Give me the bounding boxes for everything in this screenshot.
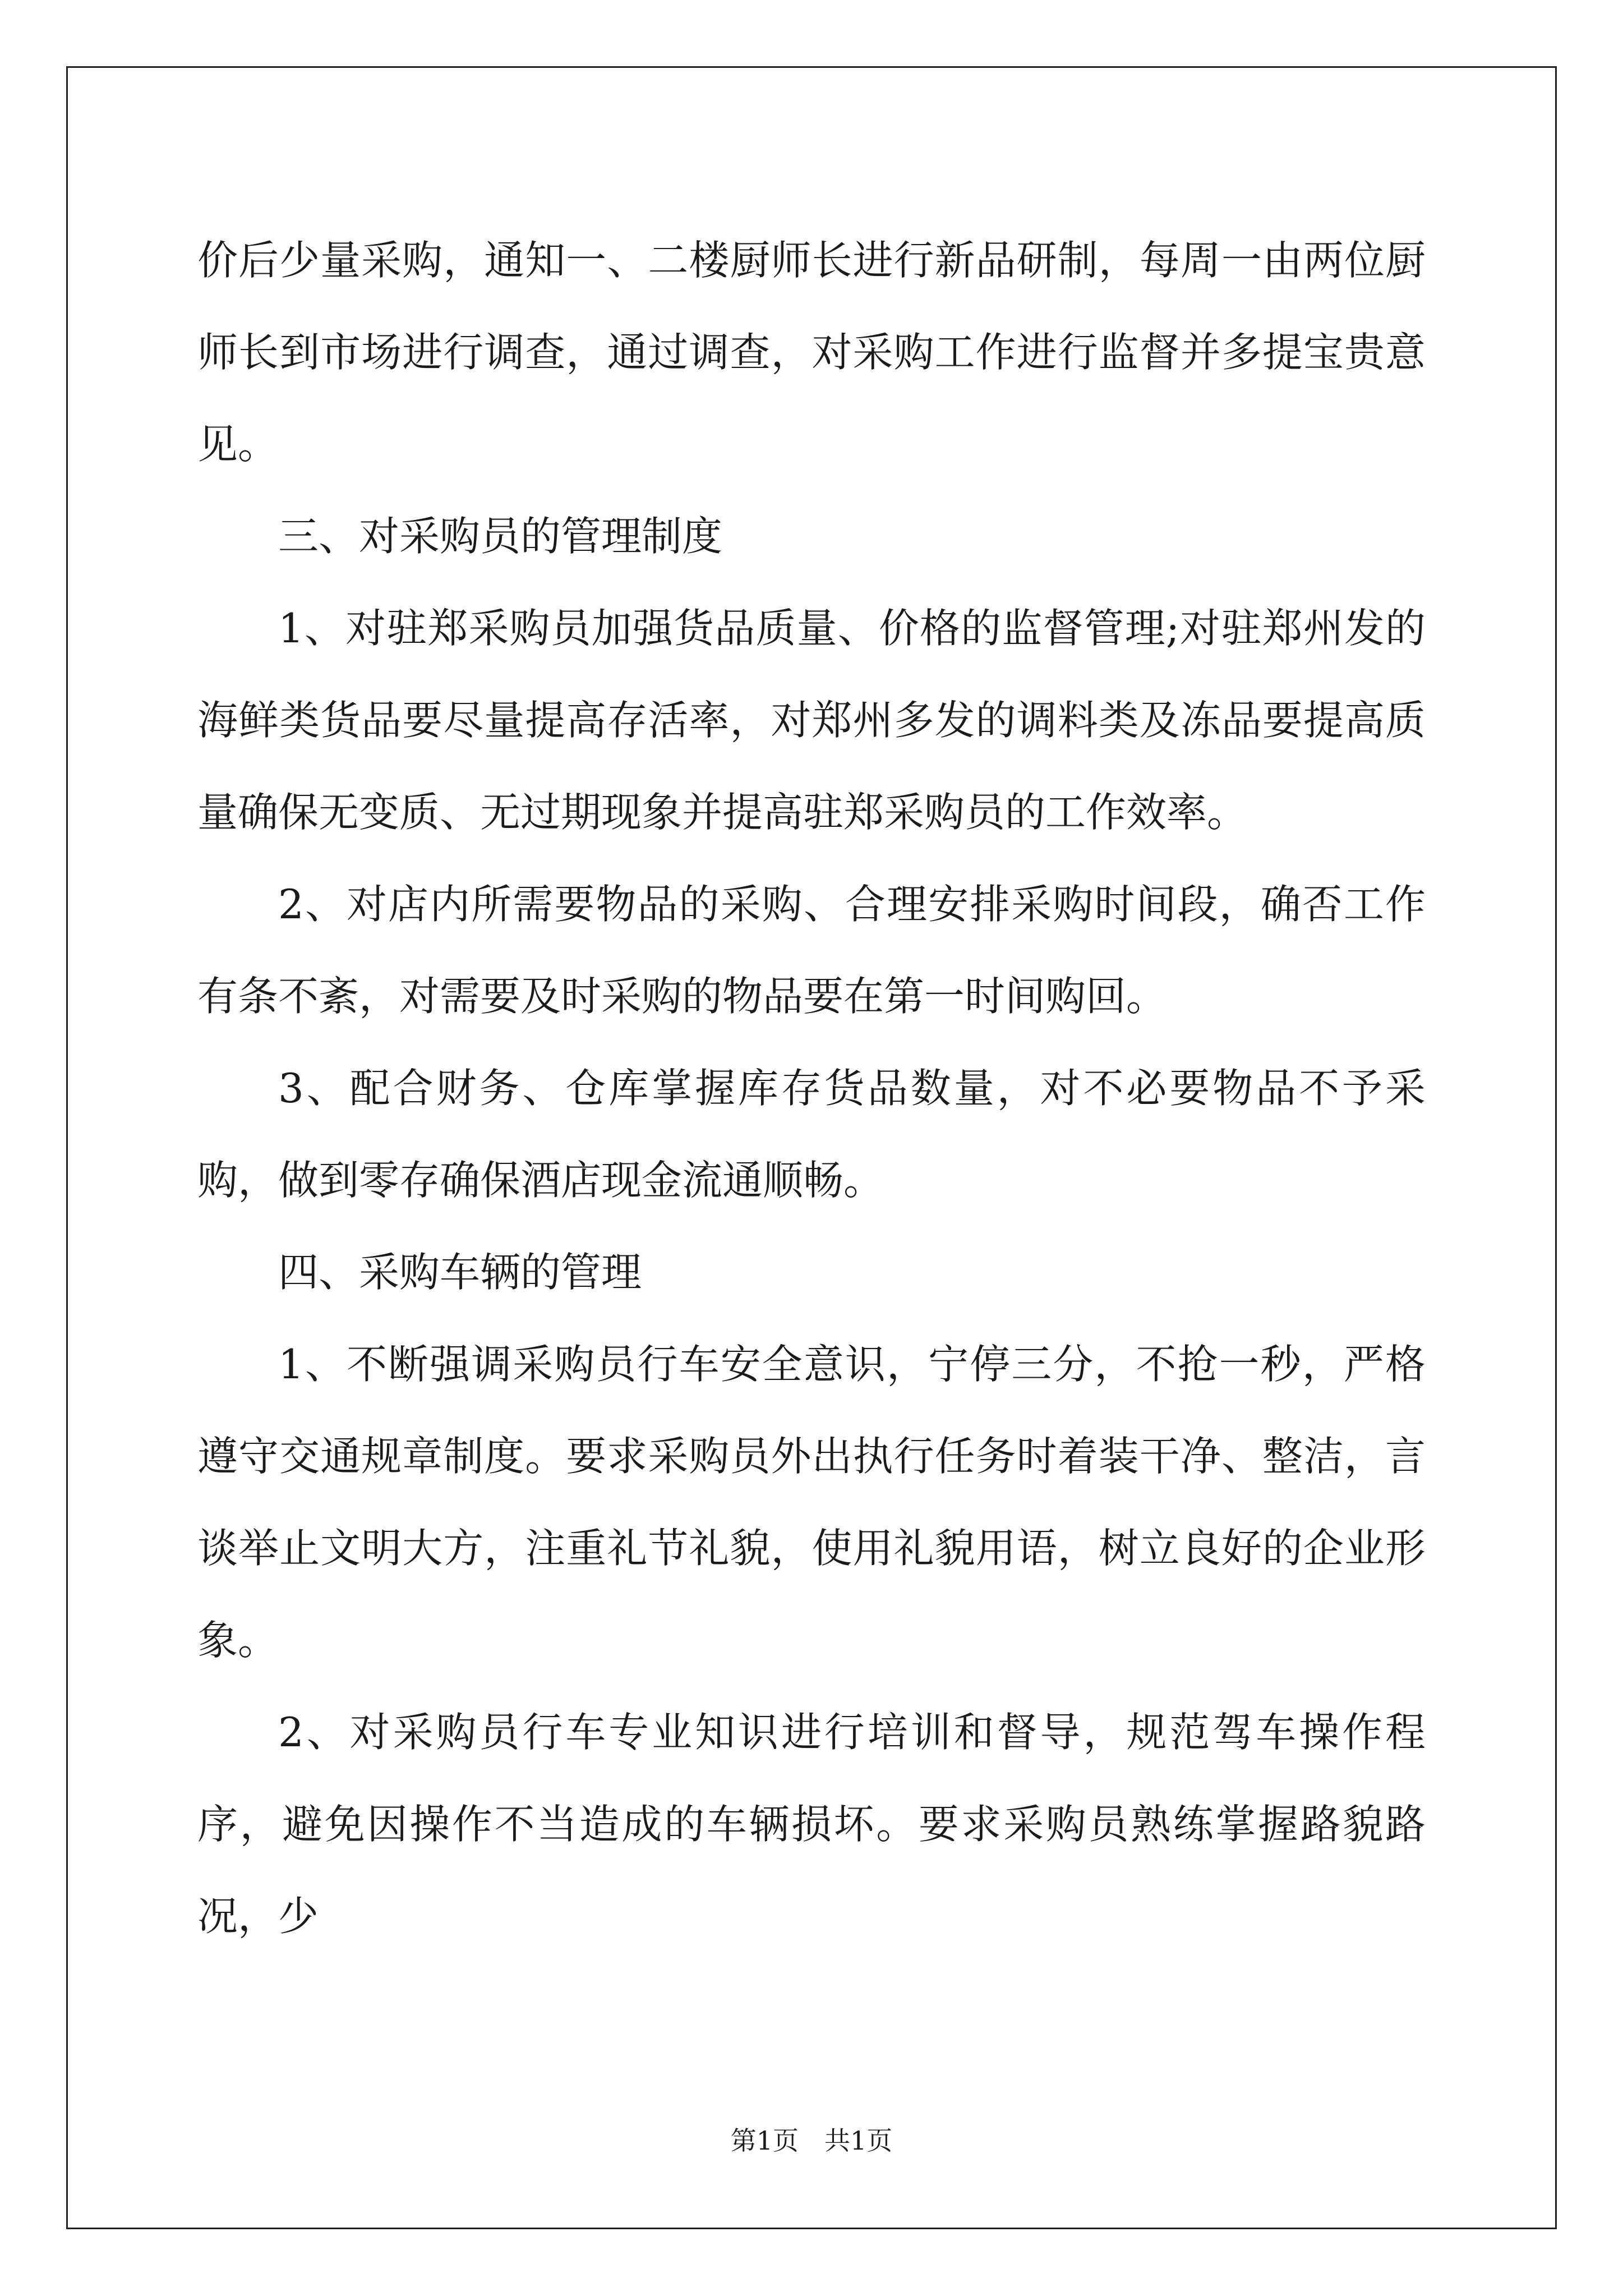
paragraph-4-1: 1、不断强调采购员行车安全意识，宁停三分，不抢一秒，严格遵守交通规章制度。要求采购员外出执行任务时着装干净、整洁，言谈举止文明大方，注重礼节礼貌，使用礼貌用语，树立良好的企业形象。 bbox=[197, 1341, 1426, 1664]
document-body bbox=[197, 214, 1426, 1962]
paragraph-1: 价后少量采购，通知一、二楼厨师长进行新品研制，每周一由两位厨师长到市场进行调查，通过调查，对采购工作进行监督并多提宝贵意见。 bbox=[197, 237, 1426, 468]
paragraph-3-1: 1、对驻郑采购员加强货品质量、价格的监督管理;对驻郑州发的海鲜类货品要尽量提高存活率，对郑州多发的调料类及冻品要提高质量确保无变质、无过期现象并提高驻郑采购员的工作效率。 bbox=[197, 605, 1426, 836]
paragraph-3-3: 3、配合财务、仓库掌握库存货品数量，对不必要物品不予采购，做到零存确保酒店现金流通顺畅。 bbox=[197, 1065, 1426, 1204]
page-footer: 第1页 共1页 bbox=[730, 2125, 893, 2156]
section-heading-4: 四、采购车辆的管理 bbox=[278, 1249, 642, 1296]
paragraph-3-2: 2、对店内所需要物品的采购、合理安排采购时间段，确否工作有条不紊，对需要及时采购的物品要在第一时间购回。 bbox=[197, 881, 1426, 1020]
section-heading-3: 三、对采购员的管理制度 bbox=[278, 513, 723, 560]
paragraph-4-2: 2、对采购员行车专业知识进行培训和督导，规范驾车操作程序，避免因操作不当造成的车辆损坏。要求采购员熟练掌握路貌路况，少 bbox=[197, 1709, 1426, 1940]
